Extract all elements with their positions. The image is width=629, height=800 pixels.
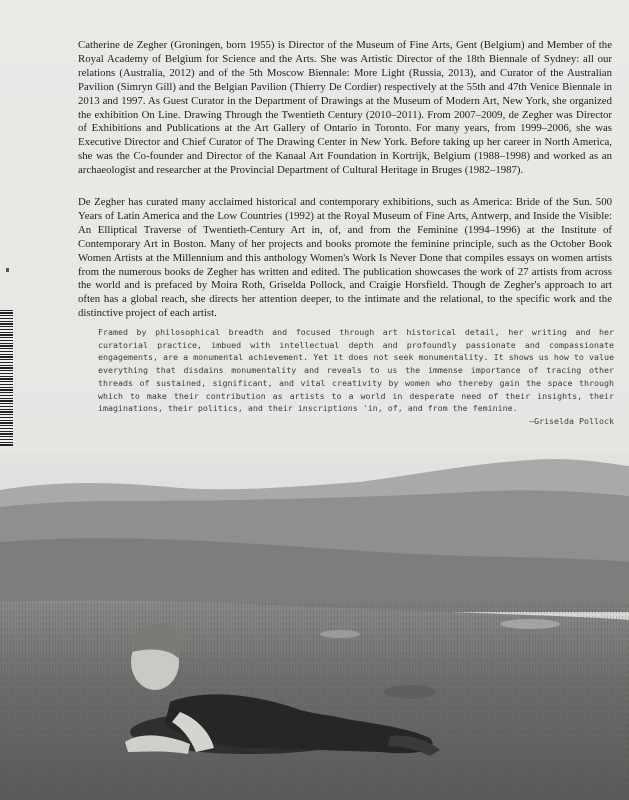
quote-attribution: —Griselda Pollock (529, 415, 614, 426)
pull-quote (98, 326, 614, 428)
quote-text: Framed by philosophical breadth and focused through art historical detail, her writing and her curatorial practice, imbued with intellectual depth and profoundly passionate and compassionate engagements, are a monumental achievement. Yet it does not seek monumentality. It shows us how to value everything that disdains monumentality and reveals to us the immense importance of tracing other threads of sustained, significant, and vital creativity by women who thereby gain the space through which to make their contribution as artists to a world in desperate need of their insights, their imaginations, their politics, and their inscriptions 'in, of, and from the feminine. (98, 327, 614, 414)
biography-paragraph-2: De Zegher has curated many acclaimed historical and contemporary exhibitions, such as America: Bride of the Sun. 500 Years of Latin America and the Low Countries (1992) at the Royal Museum of Fine Arts, Antwerp, and Inside the Visible: An Elliptical Traverse of Twentieth-Century Art in, of, and from the Feminine (1994–1996) at the Institute of Contemporary Art in Boston. Many of her projects and books promote the feminine principle, such as the October Book Women Artists at the Millennium and this anthology Women's Work Is Never Done that compiles essays on women artists from the numerous books de Zegher has written and edited. The publication showcases the work of 27 artists from across the world and is prefaced by Moira Roth, Griselda Pollock, and Craigie Horsfield. Though de Zegher's approach to art often has a global reach, she directs her attention deeper, to the intimate and the relational, to the specific work and the distinctive project of each artist. (78, 196, 612, 320)
tick-mark (6, 268, 9, 272)
photo-illustration (0, 452, 629, 800)
barcode (0, 310, 13, 446)
landscape-photo (0, 452, 629, 800)
biography-paragraph-1: Catherine de Zegher (Groningen, born 1955) is Director of the Museum of Fine Arts, Gent (Belgium) and Member of the Royal Academy of Belgium for Science and the Arts. She was Artistic Director of the 18th Biennale of Sydney: all our relations (Australia, 2012) and of the 5th Moscow Biennale: More Light (Russia, 2013), and Curator of the Australian Pavilion (Simryn Gill) and the Belgian Pavilion (Thierry De Cordier) respectively at the 55th and 47th Venice Biennale in 2013 and 1997. As Guest Curator in the Department of Drawings at the Museum of Modern Art, New York, she organized the exhibition On Line. Drawing Through the Twentieth Century (2010–2011). From 2007–2009, de Zegher was Director of Exhibitions and Publications at the Art Gallery of Ontario in Toronto. For many years, from 1999–2006, she was Executive Director and Chief Curator of The Drawing Center in New York. Before taking up her career in North America, she was the Co-founder and Director of the Kanaal Art Foundation in Kortrijk, Belgium (1988–1998) and worked as an archaeologist and researcher at the Provincial Department of Cultural Heritage in Bruges (1982–1987). (78, 39, 612, 177)
